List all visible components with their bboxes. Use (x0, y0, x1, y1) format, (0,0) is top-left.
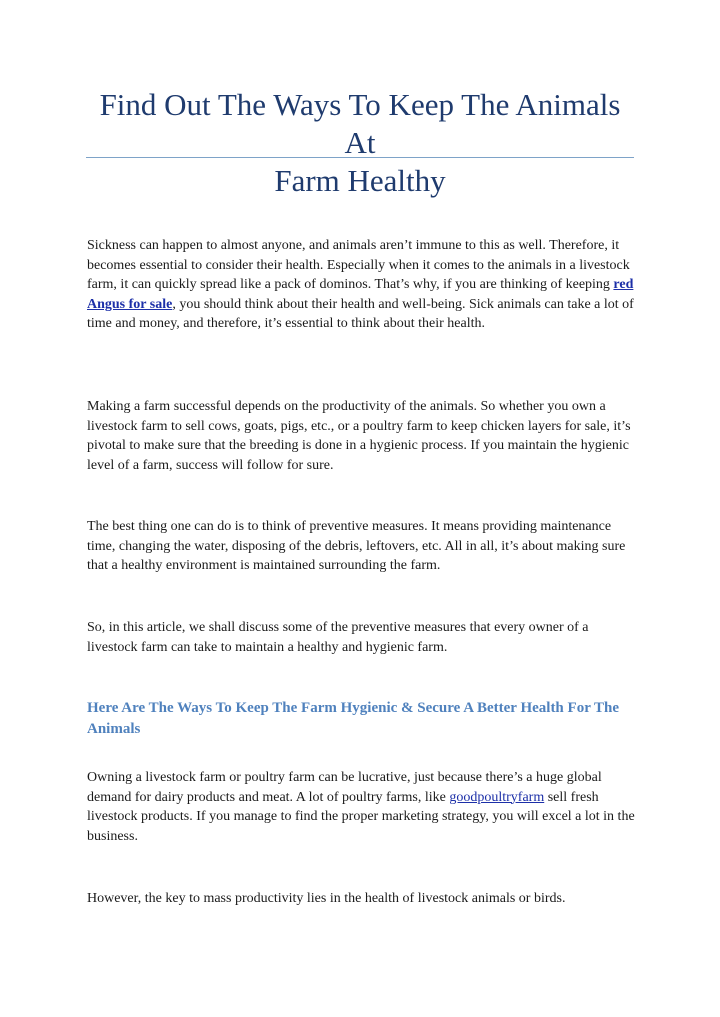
paragraph-livestock-text-before: Owning a livestock farm or poultry farm can be lucrative, just because there’s a huge global demand for dairy products and meat. A lot of poultry farms, like (87, 770, 602, 805)
paragraph-livestock-text-after: sell fresh livestock products. If you manage to find the proper marketing strategy, you will excel a lot in the business. (87, 789, 635, 844)
goodpoultryfarm-link[interactable]: goodpoultryfarm (449, 789, 545, 805)
title-line-2: Farm Healthy (274, 163, 446, 198)
paragraph-productivity: Making a farm successful depends on the productivity of the animals. So whether you own a livestock farm to sell cows, goats, pigs, etc., or a poultry farm to keep chicken layers for sale, it’s pivotal to make sure that the breeding is done in a hygienic process. If you maintain the hygienic level of a farm, success will follow for sure. (87, 399, 631, 473)
paragraph-livestock-farm (87, 768, 635, 846)
title-underline-rule (86, 157, 634, 158)
paragraph-intro-text-before: Sickness can happen to almost anyone, and animals aren’t immune to this as well. Therefore, it becomes essential to consider their health. Especially when it comes to the animals in a livestock farm, it can quickly spread like a pack of dominos. That’s why, if you are thinking of keeping (87, 238, 630, 293)
paragraph-preventive: The best thing one can do is to think of preventive measures. It means providing maintenance time, changing the water, disposing of the debris, leftovers, etc. All in all, it’s about making sure that a healthy environment is maintained surrounding the farm. (87, 519, 626, 574)
title-line-1: Find Out The Ways To Keep The Animals At (99, 87, 621, 160)
paragraph-intro-text-after: , you should think about their health and well-being. Sick animals can take a lot of time and money, and therefore, it’s essential to think about their health. (87, 296, 634, 332)
paragraph-article-scope: So, in this article, we shall discuss some of the preventive measures that every owner of a livestock farm can take to maintain a healthy and hygienic farm. (87, 620, 589, 655)
document-title (86, 86, 634, 200)
paragraph-intro (87, 236, 635, 334)
paragraph-key-productivity: However, the key to mass productivity lies in the health of livestock animals or birds. (87, 891, 566, 906)
section-heading: Here Are The Ways To Keep The Farm Hygienic & Secure A Better Health For The Animals (87, 700, 620, 737)
red-angus-link[interactable]: red Angus for sale (87, 277, 634, 312)
page-title (86, 86, 634, 200)
